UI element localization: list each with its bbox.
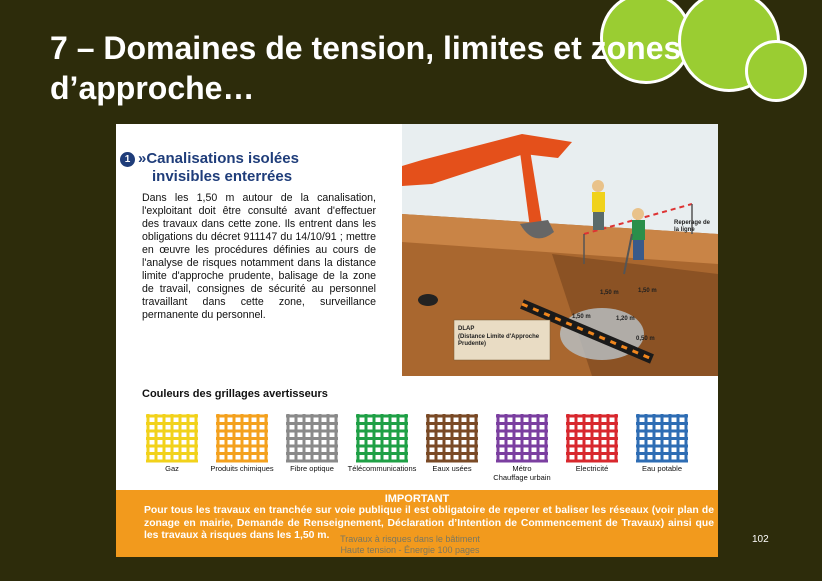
warning-grid-label-text: Eau potable: [641, 464, 683, 473]
section-heading: [120, 150, 400, 186]
slide-title: 7 – Domaines de tension, limites et zones d’approche…: [50, 30, 682, 106]
scene-label-dlap-title: DLAP: [458, 326, 475, 332]
warning-grid-label-text: Fibre optique: [290, 464, 334, 473]
warning-grid-swatch: [214, 412, 270, 464]
warning-grid-label-text: Gaz: [165, 464, 179, 473]
scene-label-reperage: Reperage de la ligne: [674, 220, 711, 233]
warning-grid-label: [617, 464, 707, 473]
important-text: Pour tous les travaux en tranchée sur voie publique il est obligatoire de reperer et baliser les réseaux (voir plan de zonage en mairie, Demande de Renseignement, Déclaration d’Intention de Commencement de Travaux) ainsi que les travaux à risques dans les 1,50 m.: [144, 505, 714, 541]
scene-label-dlap-sub: (Distance Limite d'Approche Prudente): [458, 334, 540, 347]
warning-grid-swatch: [564, 412, 620, 464]
warning-grid-swatch: [284, 412, 340, 464]
scene-label-dist: 1,20 m: [616, 316, 635, 322]
section-text: Dans les 1,50 m autour de la canalisation, l'exploitant doit être consulté avant d'effectuer des travaux dans cette zone. Ils entrent dans les obligations du décret 911147 du 14/10/91 ; mettre en œuvre les procédures définies au cours de l'analyse de risques notamment dans la distance limite d'approche prudente, balisage de la zone de travail, consignes de sécurité au personnel travaillant dans cette zone, surveillance permanente du personnel.: [142, 192, 376, 321]
warning-grid-swatch: [144, 412, 200, 464]
illustration-figure: [116, 124, 718, 557]
warning-grid-label-text: Produits chimiques: [210, 464, 274, 473]
section-number-badge: 1: [120, 152, 135, 167]
warning-grid-swatch: [424, 412, 480, 464]
section-title-line1: »Canalisations isolées: [138, 150, 299, 167]
warning-grids-band: [116, 376, 718, 490]
excavation-scene-illustration: [402, 124, 718, 376]
scene-label-dist: 1,50 m: [600, 290, 619, 296]
warning-grid-label-text: Métro: [512, 464, 532, 473]
warning-grid-label-text: Télécommunications: [347, 464, 417, 473]
scene-label-dist: 1,50 m: [572, 314, 591, 320]
warning-grid-sublabel: Chauffage urbain: [493, 473, 551, 482]
warning-grid-label-text: Electricité: [575, 464, 609, 473]
page-number: 102: [752, 534, 769, 545]
warning-grid-swatch: [634, 412, 690, 464]
grids-section-title: Couleurs des grillages avertisseurs: [142, 388, 328, 400]
warning-grid-label-text: Eaux usées: [432, 464, 472, 473]
footer-line1: Travaux à risques dans le bâtiment: [340, 534, 480, 544]
warning-grid-swatch: [494, 412, 550, 464]
section-title-line2: invisibles enterrées: [152, 168, 293, 185]
slide-footer: [270, 534, 550, 556]
footer-line2: Haute tension - Énergie 100 pages: [340, 545, 480, 555]
scene-label-dist: 0,50 m: [636, 336, 655, 342]
scene-label-dist: 1,50 m: [638, 288, 657, 294]
warning-grid-swatch: [354, 412, 410, 464]
important-title: IMPORTANT: [384, 493, 450, 505]
